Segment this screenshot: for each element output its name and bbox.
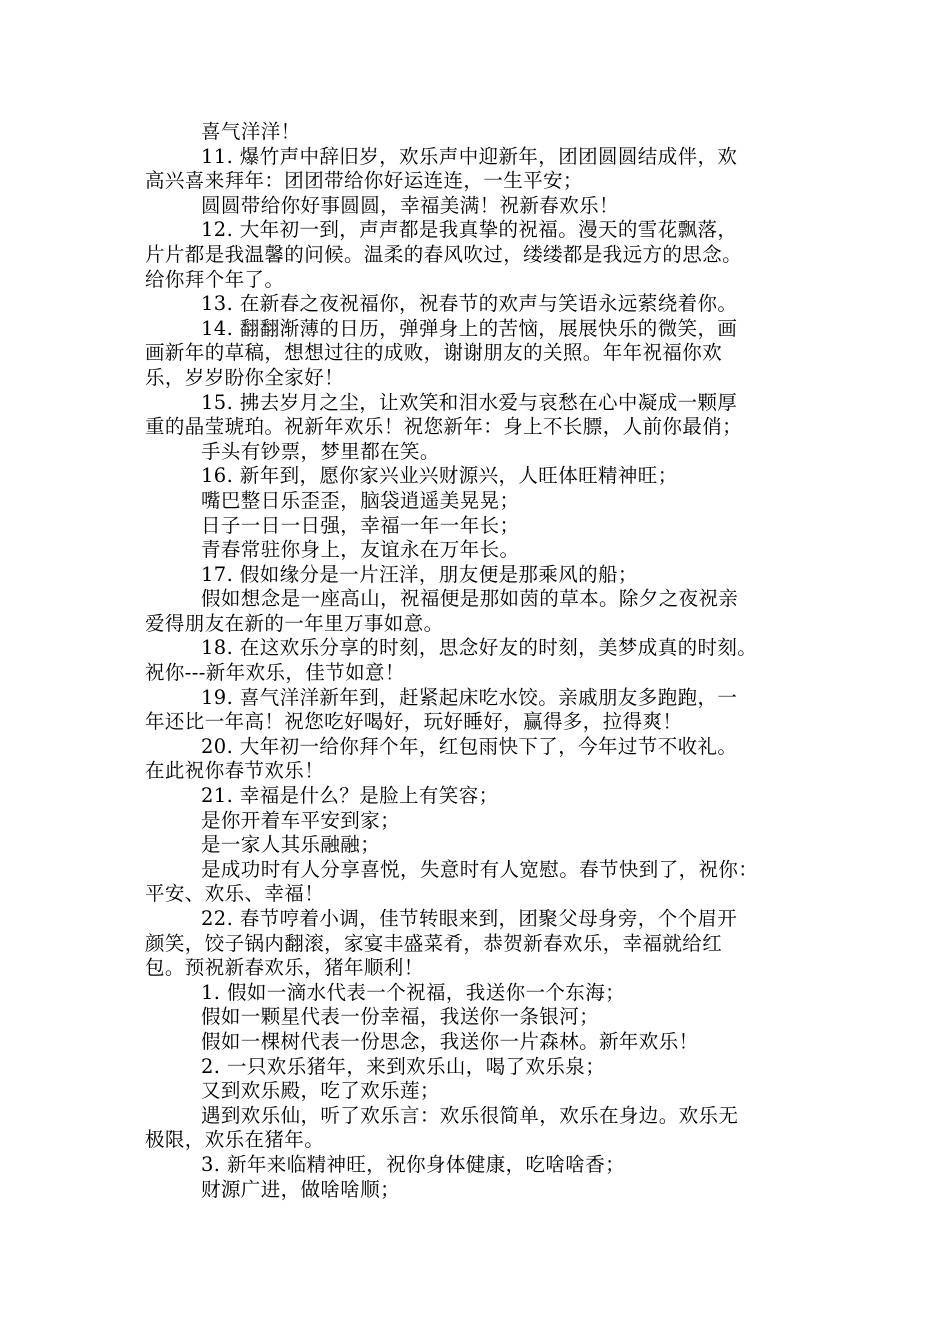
- text-line: 爱得朋友在新的一年里万事如意。: [145, 611, 444, 635]
- document-body: [145, 120, 805, 1202]
- text-line: 财源广进，做啥啥顺；: [201, 1177, 401, 1201]
- text-line: 21. 幸福是什么？是脸上有笑容；: [201, 784, 499, 808]
- text-line: 14. 翻翻渐薄的日历，弹弹身上的苦恼，展展快乐的微笑，画: [201, 316, 738, 340]
- text-line: 日子一日一日强，幸福一年一年长；: [201, 513, 520, 537]
- text-line: 年还比一年高！祝您吃好喝好，玩好睡好，赢得多，拉得爽！: [145, 710, 683, 734]
- text-line: 11. 爆竹声中辞旧岁，欢乐声中迎新年，团团圆圆结成伴，欢: [201, 144, 738, 168]
- text-line: 3. 新年来临精神旺，祝你身体健康，吃啥啥香；: [201, 1152, 626, 1176]
- text-line: 15. 拂去岁月之尘，让欢笑和泪水爱与哀愁在心中凝成一颗厚: [201, 390, 738, 414]
- text-line: 17. 假如缘分是一片汪洋，朋友便是那乘风的船；: [201, 562, 638, 586]
- text-line: 高兴喜来拜年：团团带给你好运连连，一生平安；: [145, 169, 583, 193]
- text-line: 是你开着车平安到家；: [201, 808, 401, 832]
- text-line: 是成功时有人分享喜悦，失意时有人宽慰。春节快到了，祝你：: [201, 857, 759, 881]
- text-line: 1. 假如一滴水代表一个祝福，我送你一个东海；: [201, 980, 626, 1004]
- text-line: 颜笑，饺子锅内翻滚，家宴丰盛菜肴，恭贺新春欢乐，幸福就给红: [145, 931, 723, 955]
- text-line: 包。预祝新春欢乐，猪年顺利！: [145, 956, 424, 980]
- text-line: 在此祝你春节欢乐！: [145, 759, 325, 783]
- text-line: 13. 在新春之夜祝福你，祝春节的欢声与笑语永远萦绕着你。: [201, 292, 738, 316]
- text-line: 12. 大年初一到，声声都是我真挚的祝福。漫天的雪花飘落，: [201, 218, 738, 242]
- text-line: 假如一颗星代表一份幸福，我送你一条银河；: [201, 1005, 600, 1029]
- text-line: 圆圆带给你好事圆圆，幸福美满！祝新春欢乐！: [201, 193, 619, 217]
- text-line: 画新年的草稿，想想过往的成败，谢谢朋友的关照。年年祝福你欢: [145, 341, 723, 365]
- text-line: 祝你---新年欢乐，佳节如意！: [145, 661, 405, 685]
- text-line: 20. 大年初一给你拜个年，红包雨快下了，今年过节不收礼。: [201, 734, 738, 758]
- text-line: 16. 新年到，愿你家兴业兴财源兴，人旺体旺精神旺；: [201, 464, 678, 488]
- text-line: 手头有钞票，梦里都在笑。: [201, 439, 440, 463]
- text-line: 假如一棵树代表一份思念，我送你一片森林。新年欢乐！: [201, 1029, 699, 1053]
- text-line: 22. 春节哼着小调，佳节转眼来到，团聚父母身旁，个个眉开: [201, 907, 738, 930]
- text-line: 片片都是我温馨的问候。温柔的春风吹过，缕缕都是我远方的思念。: [145, 242, 743, 266]
- text-line: 重的晶莹琥珀。祝新年欢乐！祝您新年：身上不长膘，人前你最俏；: [145, 415, 743, 439]
- text-line: 青春常驻你身上，友谊永在万年长。: [201, 538, 520, 562]
- text-line: 嘴巴整日乐歪歪，脑袋逍遥美晃晃；: [201, 488, 520, 512]
- text-line: 2. 一只欢乐猪年，来到欢乐山，喝了欢乐泉；: [201, 1054, 606, 1078]
- text-line: 18. 在这欢乐分享的时刻，思念好友的时刻，美梦成真的时刻。: [201, 636, 758, 660]
- text-line: 又到欢乐殿，吃了欢乐莲；: [201, 1079, 440, 1103]
- text-line: 遇到欢乐仙，听了欢乐言：欢乐很简单，欢乐在身边。欢乐无: [201, 1103, 739, 1127]
- text-line: 假如想念是一座高山，祝福便是那如茵的草本。除夕之夜祝亲: [201, 587, 739, 611]
- text-line: 乐，岁岁盼你全家好！: [145, 365, 345, 389]
- text-line: 给你拜个年了。: [145, 267, 285, 291]
- text-line: 19. 喜气洋洋新年到，赶紧起床吃水饺。亲戚朋友多跑跑，一: [201, 685, 738, 709]
- text-line: 平安、欢乐、幸福！: [145, 882, 325, 906]
- text-line: 是一家人其乐融融；: [201, 833, 381, 857]
- text-line: 喜气洋洋！: [201, 120, 301, 143]
- text-line: 极限，欢乐在猪年。: [145, 1128, 325, 1152]
